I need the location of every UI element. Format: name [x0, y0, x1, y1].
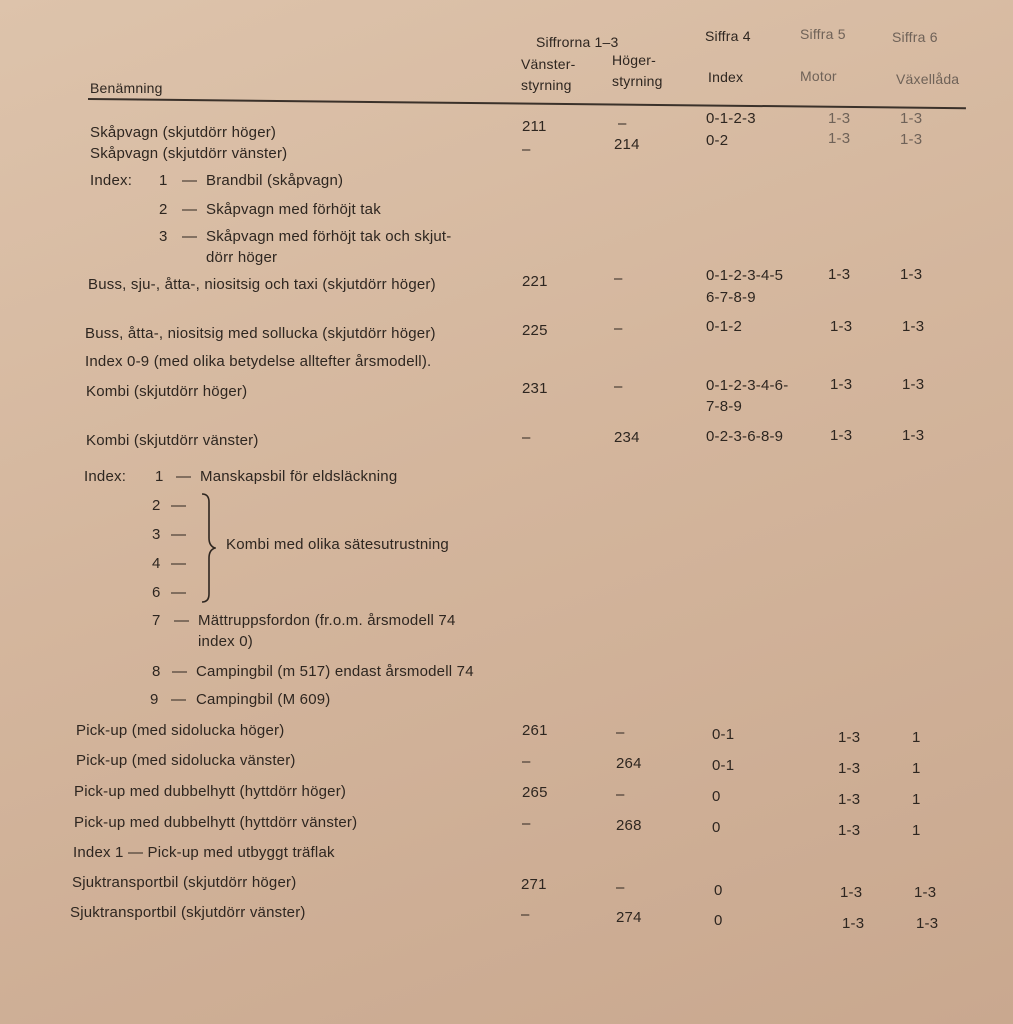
note-num: 3 — [152, 526, 161, 543]
header-siffra-6: Siffra 6 — [892, 29, 938, 45]
row-index: 0-1-2 — [706, 318, 743, 335]
row-index: 0-1-2-3 — [706, 110, 756, 127]
row-name: Kombi (skjutdörr vänster) — [86, 432, 259, 449]
note-text: Mättruppsfordon (fr.o.m. årsmodell 74 — [198, 612, 456, 629]
row-hoger: – — [616, 724, 625, 741]
row-index: 0-1 — [712, 757, 735, 774]
note-text: index 0) — [198, 633, 253, 650]
note-dash: — — [182, 228, 198, 245]
row-vanster: 271 — [521, 876, 547, 893]
row-index-cont: 6-7-8-9 — [706, 289, 756, 306]
header-vaxellada: Växellåda — [896, 71, 960, 87]
header-hoger-1: Höger- — [612, 52, 656, 68]
row-vaxellada: 1-3 — [916, 915, 939, 932]
row-name: Buss, åtta-, niositsig med sollucka (skjutdörr höger) — [85, 325, 436, 342]
row-index: 0-1-2-3-4-6- — [706, 377, 789, 394]
row-motor: 1-3 — [828, 266, 851, 283]
note-text: Brandbil (skåpvagn) — [206, 172, 344, 189]
note-text: Campingbil (M 609) — [196, 691, 331, 708]
note-text: Manskapsbil för eldsläckning — [200, 468, 398, 485]
note-index-label: Index: — [84, 468, 127, 485]
row-name: Pick-up (med sidolucka höger) — [76, 722, 285, 739]
row-vanster: – — [522, 429, 531, 446]
row-index: 0 — [712, 788, 721, 805]
curly-brace-icon — [198, 492, 216, 604]
note-dash: — — [171, 497, 187, 514]
row-name: Kombi (skjutdörr höger) — [86, 383, 248, 400]
header-rule — [88, 98, 966, 109]
note-text: Skåpvagn med förhöjt tak — [206, 201, 381, 218]
row-vanster: 231 — [522, 380, 548, 397]
row-motor: 1-3 — [830, 427, 853, 444]
header-siffrorna-1-3: Siffrorna 1–3 — [536, 34, 619, 50]
header-benamning: Benämning — [90, 80, 163, 96]
row-vanster: – — [522, 753, 531, 770]
note-text: Campingbil (m 517) endast årsmodell 74 — [196, 663, 474, 680]
note-num: 2 — [152, 497, 161, 514]
row-hoger: – — [614, 270, 623, 287]
row-vanster: 211 — [522, 118, 547, 135]
row-name: Pick-up med dubbelhytt (hyttdörr höger) — [74, 783, 347, 800]
row-vanster: 261 — [522, 722, 548, 739]
row-name: Pick-up med dubbelhytt (hyttdörr vänster) — [74, 814, 358, 831]
row-motor: 1-3 — [838, 791, 861, 808]
row-name: Buss, sju-, åtta-, niositsig och taxi (skjutdörr höger) — [88, 276, 436, 293]
row-vaxellada: 1-3 — [902, 318, 925, 335]
row-hoger: – — [614, 378, 623, 395]
note-num: 3 — [159, 228, 168, 245]
note-dash: — — [171, 555, 187, 572]
note-dash: — — [174, 612, 190, 629]
row-motor: 1-3 — [828, 110, 851, 127]
row-motor: 1-3 — [840, 884, 863, 901]
row-vanster: – — [522, 141, 531, 158]
header-index: Index — [708, 69, 744, 85]
row-index: 0 — [714, 912, 723, 929]
row-name: Sjuktransportbil (skjutdörr höger) — [72, 874, 297, 891]
row-vaxellada: 1-3 — [900, 110, 923, 127]
note-num: 7 — [152, 612, 161, 629]
row-hoger: 214 — [614, 136, 640, 153]
row-hoger: – — [616, 786, 625, 803]
row-motor: 1-3 — [830, 318, 853, 335]
header-hoger-2: styrning — [612, 73, 663, 89]
note-text: Skåpvagn med förhöjt tak och skjut- — [206, 228, 452, 245]
note-num: 1 — [155, 468, 164, 485]
note-dash: — — [171, 526, 187, 543]
row-vaxellada: 1-3 — [900, 131, 923, 148]
row-vaxellada: 1 — [912, 729, 921, 746]
note-pickup-index: Index 1 — Pick-up med utbyggt träflak — [73, 844, 335, 861]
row-vanster: 221 — [522, 273, 548, 290]
row-hoger: 264 — [616, 755, 642, 772]
row-motor: 1-3 — [842, 915, 865, 932]
note-num: 4 — [152, 555, 161, 572]
header-siffra-4: Siffra 4 — [705, 28, 751, 44]
note-num: 9 — [150, 691, 159, 708]
row-motor: 1-3 — [828, 130, 851, 147]
row-hoger: – — [616, 879, 625, 896]
row-vaxellada: 1 — [912, 791, 921, 808]
row-hoger: 268 — [616, 817, 642, 834]
row-motor: 1-3 — [838, 822, 861, 839]
row-vaxellada: 1-3 — [902, 427, 925, 444]
row-index: 0-2-3-6-8-9 — [706, 428, 784, 445]
note-num: 1 — [159, 172, 168, 189]
row-index: 0 — [712, 819, 721, 836]
header-siffra-5: Siffra 5 — [800, 26, 846, 42]
row-index: 0-2 — [706, 132, 729, 149]
row-motor: 1-3 — [838, 729, 861, 746]
header-motor: Motor — [800, 68, 837, 84]
row-vaxellada: 1 — [912, 760, 921, 777]
row-vanster: 225 — [522, 322, 548, 339]
note-dash: — — [176, 468, 192, 485]
note-index-label: Index: — [90, 172, 133, 189]
row-hoger: 274 — [616, 909, 642, 926]
row-hoger: – — [618, 115, 627, 132]
note-dash: — — [171, 691, 187, 708]
row-hoger: 234 — [614, 429, 640, 446]
row-name: Pick-up (med sidolucka vänster) — [76, 752, 296, 769]
row-motor: 1-3 — [838, 760, 861, 777]
row-index: 0 — [714, 882, 723, 899]
row-hoger: – — [614, 320, 623, 337]
row-index: 0-1 — [712, 726, 735, 743]
header-vanster-1: Vänster- — [521, 56, 576, 72]
note-num: 2 — [159, 201, 168, 218]
note-brace-text: Kombi med olika sätesutrustning — [226, 536, 449, 553]
row-index-cont: 7-8-9 — [706, 398, 743, 415]
note-dash: — — [171, 584, 187, 601]
row-vaxellada: 1-3 — [914, 884, 937, 901]
row-motor: 1-3 — [830, 376, 853, 393]
row-vanster: 265 — [522, 784, 548, 801]
note-dash: — — [172, 663, 188, 680]
header-vanster-2: styrning — [521, 77, 572, 93]
note-text: dörr höger — [206, 249, 278, 266]
note-dash: — — [182, 201, 198, 218]
note-buss-index: Index 0-9 (med olika betydelse alltefter årsmodell). — [85, 353, 432, 370]
row-name: Skåpvagn (skjutdörr höger) — [90, 124, 277, 141]
row-vanster: – — [521, 906, 530, 923]
note-dash: — — [182, 172, 198, 189]
row-name: Sjuktransportbil (skjutdörr vänster) — [70, 904, 306, 921]
row-vaxellada: 1-3 — [900, 266, 923, 283]
note-num: 8 — [152, 663, 161, 680]
note-num: 6 — [152, 584, 161, 601]
row-vanster: – — [522, 815, 531, 832]
row-vaxellada: 1-3 — [902, 376, 925, 393]
row-index: 0-1-2-3-4-5 — [706, 267, 784, 284]
row-name: Skåpvagn (skjutdörr vänster) — [90, 145, 288, 162]
row-vaxellada: 1 — [912, 822, 921, 839]
